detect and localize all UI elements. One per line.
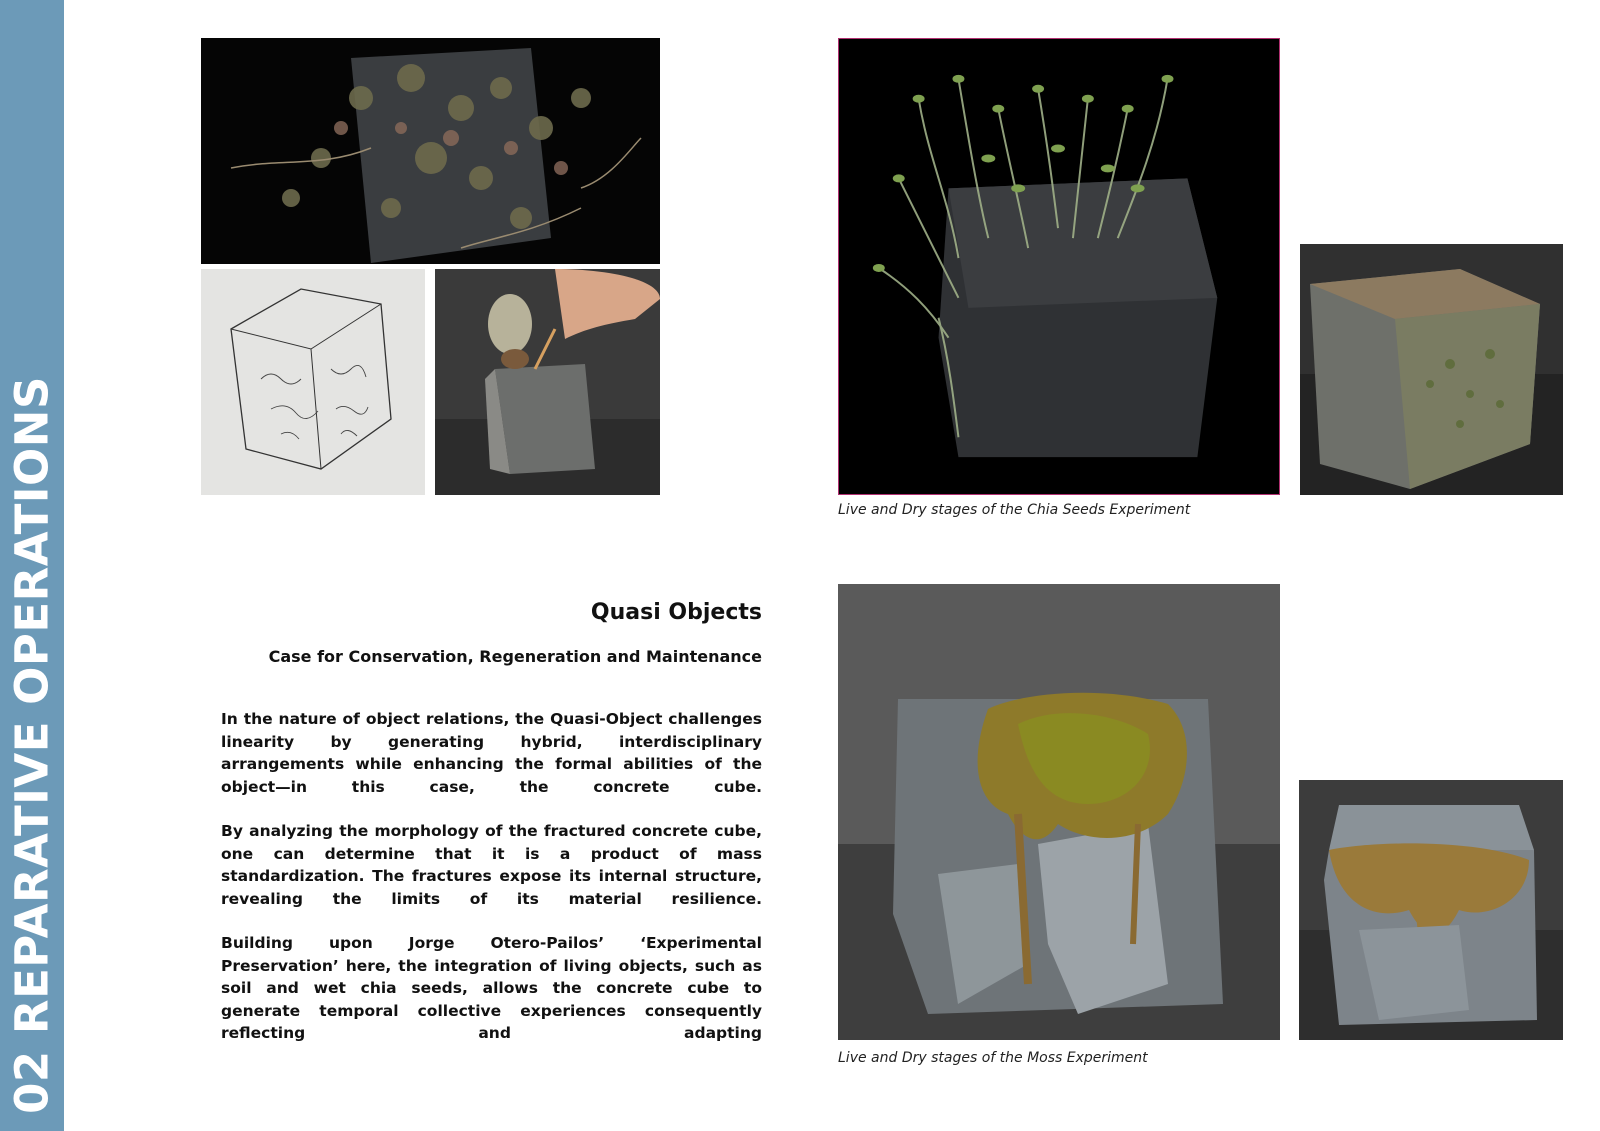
moss-dry-photo <box>1299 780 1563 1040</box>
seeding-cube-photo <box>435 269 660 495</box>
cube-sketch-drawing <box>201 269 425 495</box>
clover-cube-photo <box>201 38 660 264</box>
chia-live-photo <box>838 38 1280 495</box>
section-subtitle: Case for Conservation, Regeneration and Maintenance <box>268 647 762 666</box>
moss-live-photo <box>838 584 1280 1040</box>
section-number-title: 02 REPARATIVE OPERATIONS <box>5 376 59 1114</box>
chia-caption: Live and Dry stages of the Chia Seeds Experiment <box>838 502 1191 518</box>
body-paragraph-1: In the nature of object relations, the Quasi-Object challenges linearity by generating hybrid, interdisciplinary arrangements while enhancing the formal abilities of the object—in this case, the concrete cube. <box>221 710 762 796</box>
body-paragraph-2: By analyzing the morphology of the fractured concrete cube, one can determine that it is a product of mass standardization. The fractures expose its internal structure, revealing the limits of its material resilience. <box>221 822 762 908</box>
sidebar-band <box>0 0 64 1131</box>
moss-caption: Live and Dry stages of the Moss Experiment <box>838 1050 1148 1066</box>
chia-dry-photo <box>1300 244 1563 495</box>
body-paragraph-3: Building upon Jorge Otero-Pailos’ ‘Experimental Preservation’ here, the integration of living objects, such as soil and wet chia seeds, allows the concrete cube to generate temporal collective experiences consequently reflecting and adapting <box>221 934 762 1042</box>
section-title: Quasi Objects <box>590 600 762 625</box>
